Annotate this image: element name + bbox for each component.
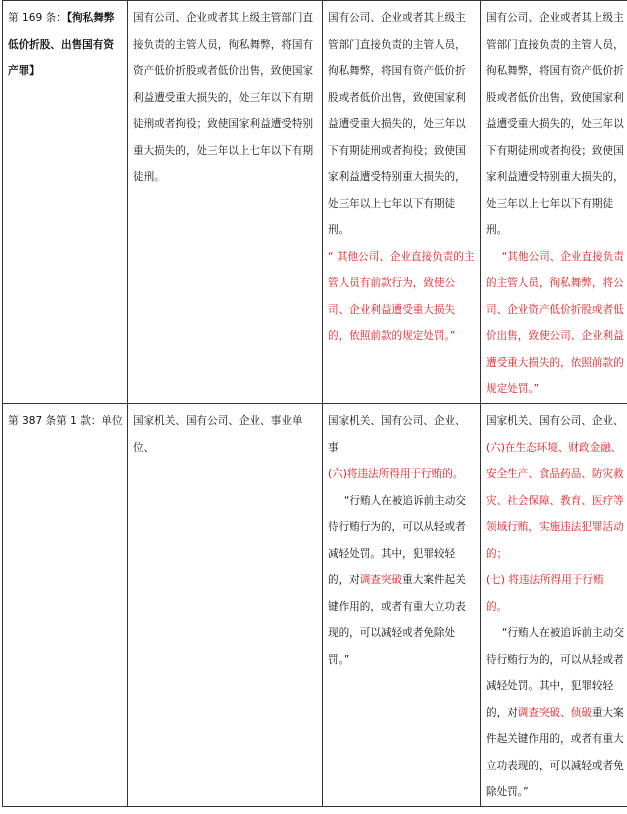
draft-quote (328, 488, 476, 674)
article-cell (3, 404, 128, 807)
table-row (3, 1, 627, 404)
draft-text-cell (323, 1, 481, 404)
amended-added-text-2: (七) 将违法所得用于行贿的。 (486, 574, 604, 613)
table-row (3, 404, 627, 807)
amended-quote-post: 重大案件起关键作用的，或者有重大立功表现的，可以减轻或者免除处罚。” (486, 706, 624, 798)
crime-title: 【徇私舞弊低价折股、出售国有资产罪】 (8, 12, 115, 77)
amended-quote-red: 调查突破、侦破 (517, 706, 592, 719)
original-text: 国有公司、企业或者其上级主管部门直接负责的主管人员，徇私舞弊，将国有资产低价折股或者低价出售，致使国家利益遭受重大损失的，处三年以下有期徒刑或者拘役；致使国家利益遭受特别重大损失的，处三年以上七年以下有期徒刑。 (133, 12, 314, 183)
draft-added-text: “ 其他公司、企业直接负责的主管人员有前款行为，致使公司、企业利益遭受重大损失的，依照前款的规定处罚。” (328, 250, 475, 342)
draft-added-text: (六)将违法所得用于行贿的。 (328, 468, 464, 480)
draft-text-cell (323, 404, 481, 807)
article-number: 第 169 条： (8, 12, 67, 24)
draft-quote-pre: “行贿人在被追诉前主动交待行贿行为的，可以从轻或者减轻处罚。其中，犯罪较轻的，对 (328, 494, 466, 586)
article-cell (3, 1, 128, 404)
comparison-table (2, 0, 627, 807)
amended-quote-pre: “行贿人在被追诉前主动交待行贿行为的，可以从轻或者减轻处罚。其中，犯罪较轻的，对 (486, 627, 624, 719)
draft-quote-post: 重大案件起关键作用的，或者有重大立功表现的，可以减轻或者免除处罚。” (328, 574, 466, 666)
draft-text: 国家机关、国有公司、企业、事 (328, 415, 466, 454)
draft-text: 国有公司、企业或者其上级主管部门直接负责的主管人员，徇私舞弊，将国有资产低价折股或者低价出售，致使国家利益遭受重大损失的，处三年以下有期徒刑或者拘役；致使国家利益遭受特别重大损失的，处三年以上七年以下有期徒刑。 (328, 12, 466, 236)
draft-quote-red: 调查突破 (359, 574, 403, 586)
amended-added-text-1: (六)在生态环境、财政金融、安全生产、食品药品、防灾救灾、社会保障、教育、医疗等领域行贿，实施违法犯罪活动的； (486, 441, 624, 560)
amended-added-text: “其他公司、企业直接负责的主管人员，徇私舞弊，将公司、企业资产低价折股或者低价出售，致使公司、企业利益遭受重大损失的，依照前款的规定处罚。” (486, 250, 624, 395)
amended-text: 国有公司、企业或者其上级主管部门直接负责的主管人员，徇私舞弊，将国有资产低价折股或者低价出售，致使国家利益遭受重大损失的，处三年以下有期徒刑或者拘役；致使国家利益遭受特别重大损失的，处三年以上七年以下有期徒刑。 (486, 12, 624, 236)
original-text-cell (128, 404, 323, 807)
amended-text-cell (481, 1, 627, 404)
amended-text-cell (481, 404, 627, 807)
article-number: 第 387 条第 1 款：单位 (8, 415, 123, 427)
original-text-cell (128, 1, 323, 404)
amended-quote (486, 620, 624, 806)
original-text: 国家机关、国有公司、企业、事业单位、 (133, 415, 303, 454)
amended-text: 国家机关、国有公司、企业、 (486, 415, 624, 427)
